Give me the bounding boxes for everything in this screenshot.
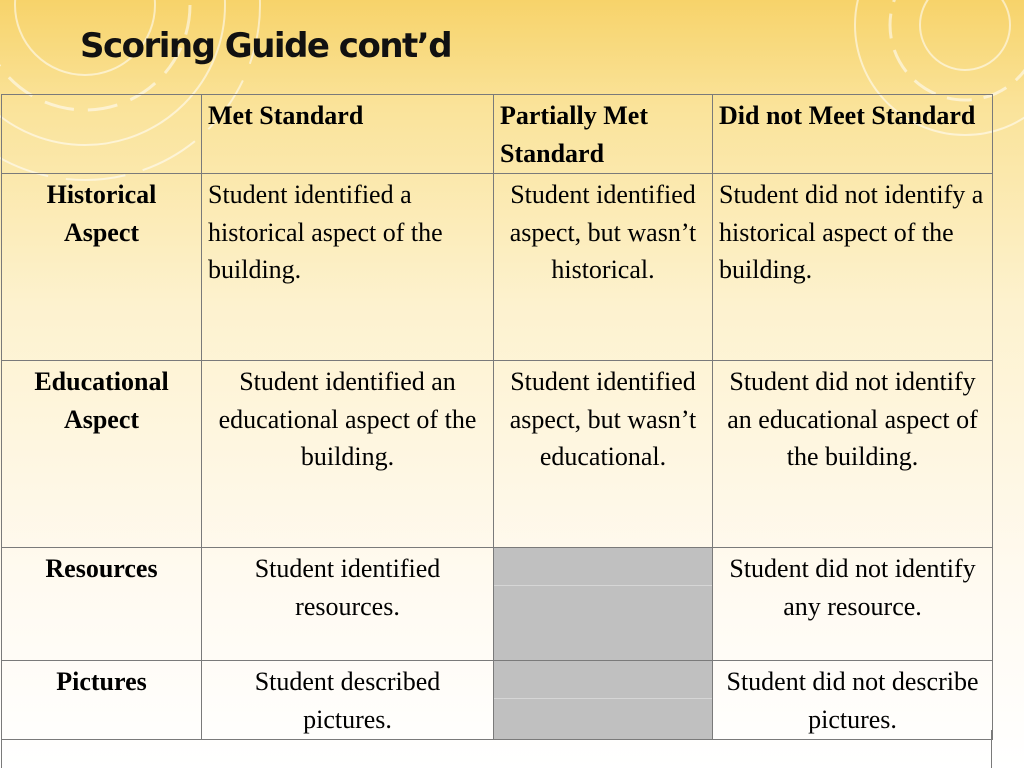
cell-met: Student identified resources. bbox=[202, 548, 494, 661]
cell-partially-met-shaded bbox=[494, 661, 713, 740]
row-header-educational-aspect: Educational Aspect bbox=[2, 361, 202, 548]
cell-partially-met: Student identified aspect, but wasn’t educational. bbox=[494, 361, 713, 548]
cell-not-met: Student did not identify a historical aspect of the building. bbox=[713, 174, 993, 361]
row-header-pictures: Pictures bbox=[2, 661, 202, 740]
table-row bbox=[2, 661, 993, 740]
table-row bbox=[2, 174, 993, 361]
cell-met: Student identified an educational aspect of the building. bbox=[202, 361, 494, 548]
row-header-resources: Resources bbox=[2, 548, 202, 661]
cell-met: Student identified a historical aspect of the building. bbox=[202, 174, 494, 361]
slide-title: Scoring Guide cont’d bbox=[80, 26, 452, 66]
header-met-standard: Met Standard bbox=[202, 95, 494, 174]
cell-not-met: Student did not identify an educational aspect of the building. bbox=[713, 361, 993, 548]
table-row bbox=[2, 548, 993, 661]
table-header-row bbox=[2, 95, 993, 174]
cell-partially-met: Student identified aspect, but wasn’t historical. bbox=[494, 174, 713, 361]
header-partially-met-standard: Partially Met Standard bbox=[494, 95, 713, 174]
row-header-historical-aspect: Historical Aspect bbox=[2, 174, 202, 361]
cell-not-met: Student did not describe pictures. bbox=[713, 661, 993, 740]
header-did-not-meet-standard: Did not Meet Standard bbox=[713, 95, 993, 174]
scoring-guide-table bbox=[1, 94, 993, 740]
cell-not-met: Student did not identify any resource. bbox=[713, 548, 993, 661]
header-corner-cell bbox=[2, 95, 202, 174]
table-bottom-edge bbox=[1, 730, 992, 768]
cell-met: Student described pictures. bbox=[202, 661, 494, 740]
cell-partially-met-shaded bbox=[494, 548, 713, 661]
table-row bbox=[2, 361, 993, 548]
